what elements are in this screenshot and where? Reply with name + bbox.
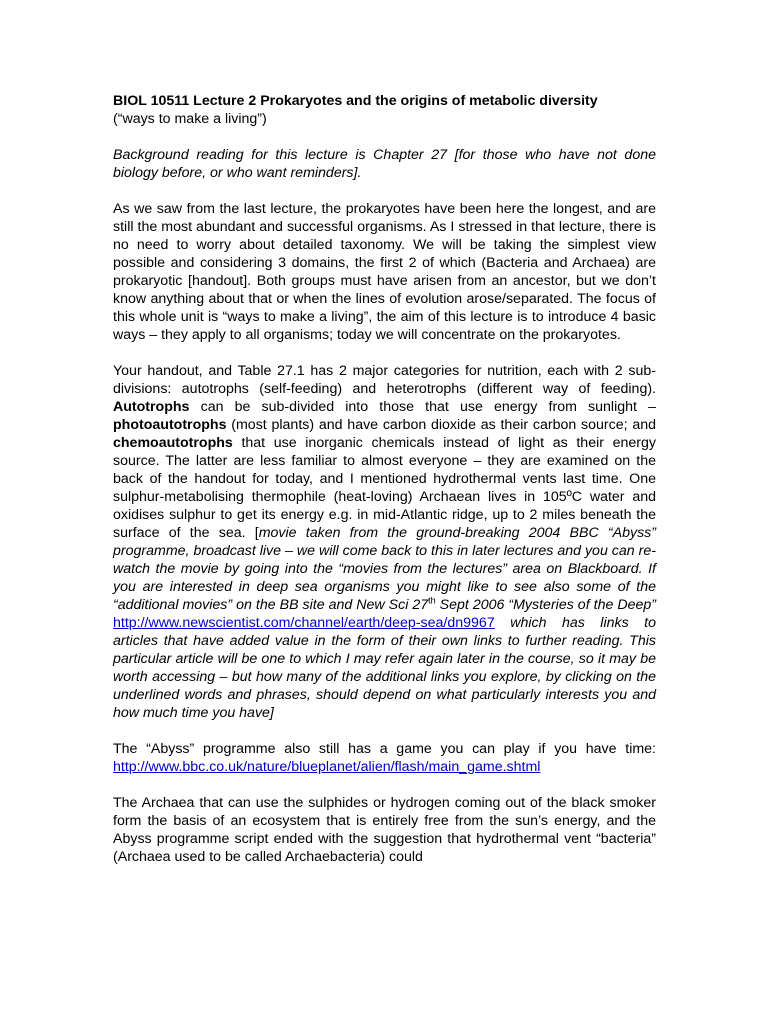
lecture-title: BIOL 10511 Lecture 2 Prokaryotes and the origins of metabolic diversity <box>113 93 598 109</box>
movie-note-3: which has links to articles that have added value in the form of their own links to further reading. This particular article will be one to which I may refer again later in the course, so it may be worth accessing – but how many of the additional links you explore, by clicking on the underlined words and phrases, should depend on what particularly interests you and how much time you have] <box>113 615 656 721</box>
paragraph-intro: As we saw from the last lecture, the prokaryotes have been here the longest, and are still the most abundant and successful organisms. As I stressed in that lecture, there is no need to worry about detailed taxonomy. We will be taking the simplest view possible and considering 3 domains, the first 2 of which (Bacteria and Archaea) are prokaryotic [handout]. Both groups must have arisen from an ancestor, but we don’t know anything about that or when the lines of evolution arose/separated. The focus of this whole unit is “ways to make a living”, the aim of this lecture is to introduce 4 basic ways – they apply to all organisms; today we will concentrate on the prokaryotes. <box>113 201 656 343</box>
newscientist-link[interactable]: http://www.newscientist.com/channel/earth/deep-sea/dn9967 <box>113 615 495 631</box>
background-reading-text: Background reading for this lecture is Chapter 27 [for those who have not done biology before, or who want reminders]. <box>113 147 656 181</box>
nutrition-text-1: Your handout, and Table 27.1 has 2 major categories for nutrition, each with 2 sub-divisions: autotrophs (self-feeding) and heterotrophs (different way of feeding). <box>113 363 656 397</box>
movie-note-2: Sept 2006 “Mysteries of the Deep” <box>435 597 656 613</box>
lecture-subtitle: (“ways to make a living”) <box>113 111 267 127</box>
ordinal-suffix: th <box>428 595 436 606</box>
term-chemoautotrophs: chemoautotrophs <box>113 435 233 451</box>
paragraph-nutrition <box>113 362 656 722</box>
movie-note-1: movie taken from the ground-breaking 2004 BBC “Abyss” programme, broadcast live – we will come back to this in later lectures and you can re-watch the movie by going into the “movies from the lectures” area on Blackboard. If you are interested in deep sea organisms you might like to see also some of the “additional movies” on the BB site and New Sci 27 <box>113 525 656 613</box>
term-autotrophs: Autotrophs <box>113 399 190 415</box>
abyss-game-text: The “Abyss” programme also still has a game you can play if you have time: <box>113 741 656 757</box>
background-reading <box>113 146 656 182</box>
nutrition-text-4: that use inorganic chemicals instead of light as their energy source. The latter are less familiar to almost everyone – they are examined on the back of the handout for today, and I mentioned hydrothermal vents last time. One sulphur-metabolising thermophile (heat-loving) Archaean lives in 105ºC water and oxidises sulphur to get its energy e.g. in mid-Atlantic ridge, up to 2 miles beneath the surface of the sea. [ <box>113 435 656 541</box>
lecture-heading <box>113 92 656 128</box>
paragraph-abyss-game <box>113 740 656 776</box>
bbc-game-link[interactable]: http://www.bbc.co.uk/nature/blueplanet/alien/flash/main_game.shtml <box>113 759 541 775</box>
nutrition-text-2: can be sub-divided into those that use energy from sunlight – <box>189 399 656 415</box>
term-photoautotrophs: photoautotrophs <box>113 417 227 433</box>
nutrition-text-3: (most plants) and have carbon dioxide as their carbon source; and <box>226 417 656 433</box>
paragraph-archaea: The Archaea that can use the sulphides or hydrogen coming out of the black smoker form the basis of an ecosystem that is entirely free from the sun’s energy, and the Abyss programme script ended with the suggestion that hydrothermal vent “bacteria” (Archaea used to be called Archaebacteria) could <box>113 795 656 865</box>
